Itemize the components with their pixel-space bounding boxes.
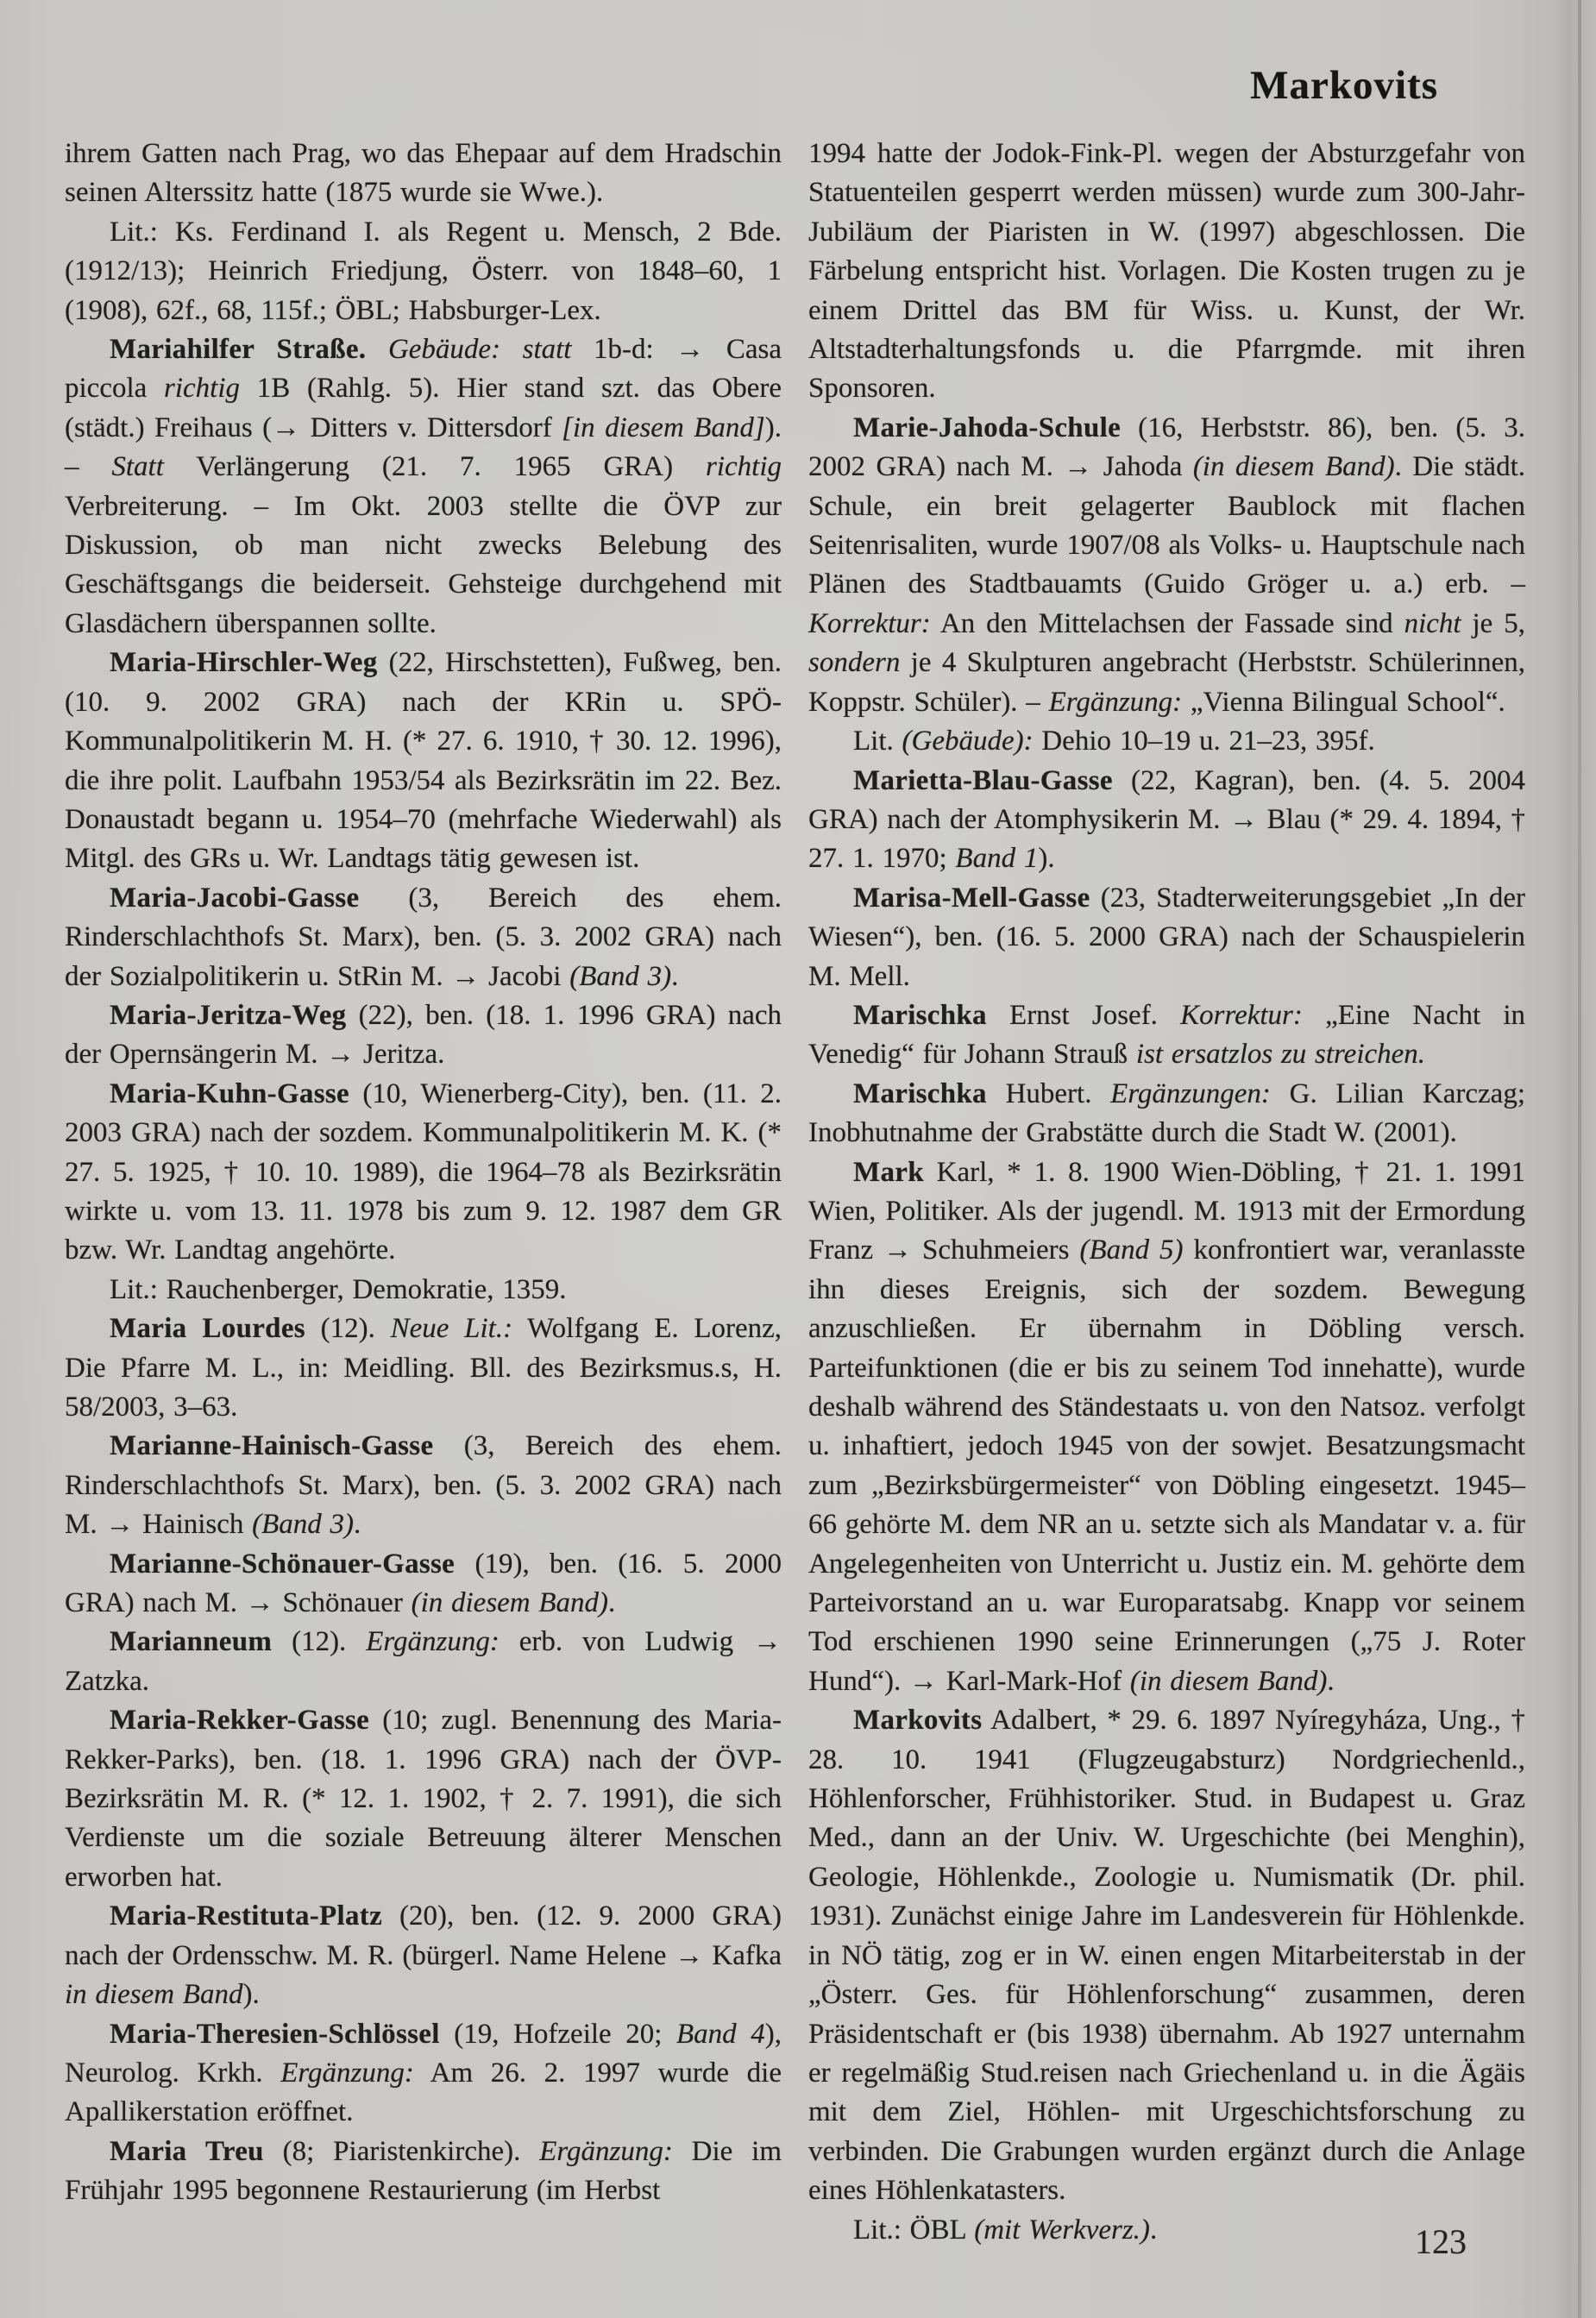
entry-marianne-sch-nauer-gasse [65, 1545, 782, 1624]
running-header: Markovits [1250, 63, 1438, 108]
literature-note [808, 722, 1525, 761]
body-text: (3, Bereich des ehem. Rinderschlachthofs St. Marx), ben. (5. 3. 2002 GRA) nach M. → Hainisch [65, 1430, 782, 1541]
body-text [366, 334, 388, 365]
entry-markovits [808, 1701, 1525, 2210]
headword: Marischka [853, 999, 987, 1031]
italic-text: Ergänzung: [539, 2135, 673, 2167]
entry-maria-hirschler-weg [65, 644, 782, 878]
body-text: (16, Herbststr. 86), ben. (5. 3. 2002 GRA) nach M. → Jahoda [808, 411, 1525, 483]
italic-text: Korrektur: [1180, 999, 1303, 1031]
headword: Marianne-Schönauer-Gasse [110, 1548, 456, 1580]
entry-maria-kuhn-gasse [65, 1075, 782, 1271]
body-text: ), Neurolog. Krkh. [65, 2018, 782, 2089]
body-text: . [671, 960, 679, 992]
body-text: (19), ben. (16. 5. 2000 GRA) nach M. → Schönauer [65, 1548, 782, 1619]
body-text: Lit.: ÖBL [853, 2214, 975, 2246]
body-text: Verlängerung (21. 7. 1965 GRA) [163, 451, 707, 483]
body-text: (8; Piaristenkirche). [263, 2135, 540, 2167]
headword: Maria-Hirschler-Weg [110, 647, 378, 679]
entry-marischka [808, 1075, 1525, 1153]
italic-text: richtig [164, 373, 241, 405]
italic-text: (in diesem Band) [1129, 1665, 1328, 1697]
body-text: (12). [272, 1626, 367, 1658]
headword: Markovits [853, 1705, 983, 1737]
body-text: (20), ben. (12. 9. 2000 GRA) nach der Ordensschw. M. R. (bürgerl. Name Helene → Kafka [65, 1900, 782, 1971]
italic-text: in diesem Band [65, 1979, 243, 2011]
italic-text: Ergänzung: [366, 1626, 500, 1658]
entry-marisa-mell-gasse [808, 879, 1525, 996]
entry-marianneum [65, 1623, 782, 1701]
italic-text: Korrektur: [808, 607, 931, 639]
italic-text: richtig [706, 451, 782, 483]
italic-text: sondern [808, 647, 901, 679]
entry-marietta-blau-gasse [808, 762, 1525, 879]
italic-text: nicht [1404, 607, 1461, 639]
body-text: Hubert. [986, 1077, 1111, 1109]
body-text: G. Lilian Karczag; Inobhutnahme der Grabstätte durch die Stadt W. (2001). [808, 1077, 1525, 1149]
entry-maria-lourdes [65, 1310, 782, 1427]
italic-text: Ergänzung: [1048, 686, 1183, 718]
body-text: . [1327, 1665, 1335, 1697]
literature-note [65, 213, 782, 330]
body-text: (23, Stadterweiterungsgebiet „In der Wiesen“), ben. (16. 5. 2000 GRA) nach der Schauspielerin M. Mell. [808, 882, 1525, 992]
page-edge-line [1578, 0, 1581, 2318]
headword: Maria-Jacobi-Gasse [110, 882, 360, 914]
body-text: je 4 Skulpturen angebracht (Herbststr. Schülerinnen, Koppstr. Schüler). – [808, 647, 1525, 718]
entry-maria-jeritza-weg [65, 996, 782, 1075]
italic-text: Ergänzungen: [1110, 1077, 1271, 1109]
body-text: ). [242, 1979, 260, 2011]
headword: Marietta-Blau-Gasse [853, 764, 1113, 796]
body-text: (10; zugl. Benennung des Maria-Rekker-Parks), ben. (18. 1. 1996 GRA) nach der ÖVP-Bezirksrätin M. R. (* 12. 1. 1902, † 2. 7. 1991), die sich Verdienste um die soziale Betreuung älterer Menschen erworben hat. [65, 1705, 782, 1893]
literature-note [65, 1271, 782, 1310]
body-text: (22), ben. (18. 1. 1996 GRA) nach der Opernsängerin M. → Jeritza. [65, 999, 782, 1071]
headword: Maria-Restituta-Platz [110, 1900, 383, 1932]
body-text: . [1149, 2214, 1158, 2246]
body-text: Karl, * 1. 8. 1900 Wien-Döbling, † 21. 1. 1991 Wien, Politiker. Als der jugendl. M. 1913 mit der Ermordung Franz → Schuhmeiers [808, 1156, 1525, 1266]
page-edge-shadow [1551, 0, 1596, 2318]
headword: Mariahilfer Straße. [110, 334, 367, 366]
italic-text: [in diesem Band] [562, 411, 765, 443]
right-column [808, 135, 1525, 2250]
headword: Maria-Theresien-Schlössel [110, 2018, 440, 2050]
body-text: ihrem Gatten nach Prag, wo das Ehepaar auf dem Hradschin seinen Alterssitz hatte (1875 wurde sie Wwe.). [65, 138, 782, 209]
body-text: „Eine Nacht in Venedig“ für Johann Strauß [808, 999, 1525, 1071]
italic-text: Statt [111, 451, 164, 483]
body-text: Lit. [853, 726, 902, 757]
body-text: An den Mittelachsen der Fassade sind [930, 607, 1404, 639]
body-text: (22, Kagran), ben. (4. 5. 2004 GRA) nach der Atomphysikerin M. → Blau (* 29. 4. 1894, † 27. 1. 1970; [808, 764, 1525, 875]
body-text: (3, Bereich des ehem. Rinderschlachthofs St. Marx), ben. (5. 3. 2002 GRA) nach der Sozialpolitikerin u. StRin M. → Jacobi [65, 882, 782, 992]
headword: Maria Treu [110, 2135, 264, 2167]
headword: Mark [853, 1156, 924, 1188]
italic-text: (Gebäude): [902, 726, 1034, 757]
headword: Marianne-Hainisch-Gasse [110, 1430, 434, 1462]
italic-text: (in diesem Band) [1192, 451, 1395, 483]
body-text: Lit.: Rauchenberger, Demokratie, 1359. [110, 1273, 567, 1305]
italic-text: Band 1 [955, 843, 1039, 875]
body-text: (10, Wienerberg-City), ben. (11. 2. 2003 GRA) nach der sozdem. Kommunalpolitikerin M. K. (* 27. 5. 1925, † 10. 10. 1989), die 1964–78 als Bezirksrätin wirkte u. vom 13. 11. 1978 bis zum 9. 12. 1987 dem GR bzw. Wr. Landtag angehörte. [65, 1077, 782, 1266]
left-column [65, 135, 782, 2211]
page-number: 123 [1415, 2222, 1467, 2261]
italic-text: Gebäude: statt [387, 334, 572, 366]
body-text: Wolfgang E. Lorenz, Die Pfarre M. L., in: Meidling. Bll. des Bezirksmus.s, H. 58/2003, 3–63. [65, 1313, 782, 1423]
body-text: erb. von Ludwig → Zatzka. [65, 1626, 782, 1697]
body-text: (12). [305, 1313, 391, 1345]
body-text: . Die städt. Schule, ein breit gelagerter Baublock mit flachen Seitenrisaliten, wurde 1907/08 als Volks- u. Hauptschule nach Plänen des Stadtbauamts (Guido Gröger u. a.) erb. – [808, 451, 1525, 600]
italic-text: (mit Werkverz.) [974, 2214, 1150, 2246]
headword: Maria Lourdes [110, 1313, 305, 1345]
body-text: Dehio 10–19 u. 21–23, 395f. [1033, 726, 1375, 757]
entry-maria-restituta-platz [65, 1897, 782, 2014]
headword: Maria-Rekker-Gasse [110, 1705, 370, 1737]
italic-text: (Band 3) [569, 960, 672, 992]
body-text: Am 26. 2. 1997 wurde die Apallikerstation eröffnet. [65, 2057, 782, 2128]
body-text: Verbreiterung. – Im Okt. 2003 stellte die ÖVP zur Diskussion, ob man nicht zwecks Belebung des Geschäftsgangs die beiderseit. Gehsteige durchgehend mit Glasdächern überspannen sollte. [65, 490, 782, 639]
body-text: ). – [65, 411, 782, 483]
body-text: . [354, 1509, 361, 1541]
headword: Maria-Kuhn-Gasse [110, 1077, 349, 1109]
body-text: konfrontiert war, veranlasste ihn dieses Ereignis, sich der sozdem. Bewegung anzuschließen. Er übernahm in Döbling versch. Parteifunktionen (die er bis zu seinem Tod innehatte), wurde deshalb während des Ständestaats u. von den Natsoz. verfolgt u. inhaftiert, jedoch 1945 von der sowjet. Besatzungsmacht zum „Bezirksbürgermeister“ von Döbling eingesetzt. 1945–66 gehörte M. dem NR an u. setzte sich als Mandatar v. a. für Angelegenheiten von Unterricht u. Justiz ein. M. gehörte dem Parteivorstand an u. war Europaratsabg. Knapp vor seinem Tod erschienen 1990 seine Erinnerungen („75 J. Roter Hund“). → Karl-Mark-Hof [808, 1234, 1526, 1697]
italic-text: Ergänzung: [280, 2057, 414, 2089]
headword: Maria-Jeritza-Weg [110, 999, 347, 1031]
body-text: ). [1038, 843, 1055, 875]
body-text: „Vienna Bilingual School“. [1182, 686, 1505, 718]
italic-text: (in diesem Band) [411, 1587, 609, 1619]
entry-maria-rekker-gasse [65, 1701, 782, 1897]
italic-text: ist ersatzlos zu streichen. [1135, 1039, 1426, 1071]
body-text: je 5, [1461, 607, 1525, 639]
body-text: 1b-d: → Casa piccola [65, 334, 782, 405]
body-text: 1994 hatte der Jodok-Fink-Pl. wegen der Absturzgefahr von Statuenteilen gesperrt werden müssen) wurde zum 300-Jahr-Jubiläum der Piaristen in W. (1997) abgeschlossen. Die Färbelung entspricht hist. Vorlagen. Die Kosten trugen zu je einem Drittel das BM für Wiss. u. Kunst, der Wr. Altstadterhaltungsfonds u. die Pfarrgmde. mit ihren Sponsoren. [808, 138, 1525, 405]
body-text: Die im Frühjahr 1995 begonnene Restaurierung (im Herbst [65, 2135, 782, 2207]
entry-mark [808, 1153, 1525, 1702]
body-text: Adalbert, * 29. 6. 1897 Nyíregyháza, Ung., † 28. 10. 1941 (Flugzeugabsturz) Nordgriechenld., Höhlenforscher, Frühhistoriker. Stud. in Budapest u. Graz Med., dann an der Univ. W. Urgeschichte (bei Menghin), Geologie, Höhlenkde., Zoologie u. Numismatik (Dr. phil. 1931). Zunächst einige Jahre im Landesverein für Höhlenkde. in NÖ tätig, zog er in W. einen engen Mitarbeiterstab in der „Österr. Ges. für Höhlenforschung“ zusammen, deren Präsidentschaft er (bis 1938) übernahm. Ab 1927 unternahm er regelmäßig Stud.reisen nach Griechenland u. in die Ägäis mit dem Ziel, Höhlen- mit Urgeschichtsforschung zu verbinden. Die Grabungen wurden ergänzt durch die Anlage eines Höhlenkatasters. [808, 1705, 1525, 2207]
entry-marischka [808, 996, 1525, 1075]
body-text: . [608, 1587, 616, 1619]
headword: Marianneum [110, 1626, 273, 1658]
italic-text: Neue Lit.: [390, 1313, 513, 1345]
italic-text: (Band 3) [252, 1509, 355, 1541]
italic-text: (Band 5) [1079, 1234, 1184, 1266]
entry-maria-jacobi-gasse [65, 879, 782, 996]
body-text: 1B (Rahlg. 5). Hier stand szt. das Obere (städt.) Freihaus (→ Ditters v. Dittersdorf [65, 373, 782, 443]
entry-marie-jahoda-schule [808, 409, 1525, 722]
entry-maria-theresien-schl-ssel [65, 2015, 782, 2133]
headword: Marischka [853, 1077, 987, 1109]
entry-maria-treu [65, 2133, 782, 2211]
body-text: Lit.: Ks. Ferdinand I. als Regent u. Mensch, 2 Bde. (1912/13); Heinrich Friedjung, Österr. von 1848–60, 1 (1908), 62f., 68, 115f.; ÖBL; Habsburger-Lex. [65, 216, 782, 326]
continuation-paragraph [65, 135, 782, 213]
body-text: (22, Hirschstetten), Fußweg, ben. (10. 9. 2002 GRA) nach der KRin u. SPÖ-Kommunalpolitikerin M. H. (* 27. 6. 1910, † 30. 12. 1996), die ihre polit. Laufbahn 1953/54 als Bezirksrätin im 22. Bez. Donaustadt begann u. 1954–70 (mehrfache Wiederwahl) als Mitgl. des GRs u. Wr. Landtags tätig gewesen ist. [65, 647, 782, 875]
body-text: Ernst Josef. [986, 999, 1181, 1031]
body-text: (19, Hofzeile 20; [439, 2018, 676, 2050]
entry-mariahilfer-stra-e [65, 330, 782, 644]
italic-text: Band 4 [676, 2018, 765, 2050]
headword: Marie-Jahoda-Schule [853, 411, 1122, 443]
headword: Marisa-Mell-Gasse [853, 882, 1090, 914]
entry-marianne-hainisch-gasse [65, 1427, 782, 1544]
continuation-paragraph [808, 135, 1525, 409]
